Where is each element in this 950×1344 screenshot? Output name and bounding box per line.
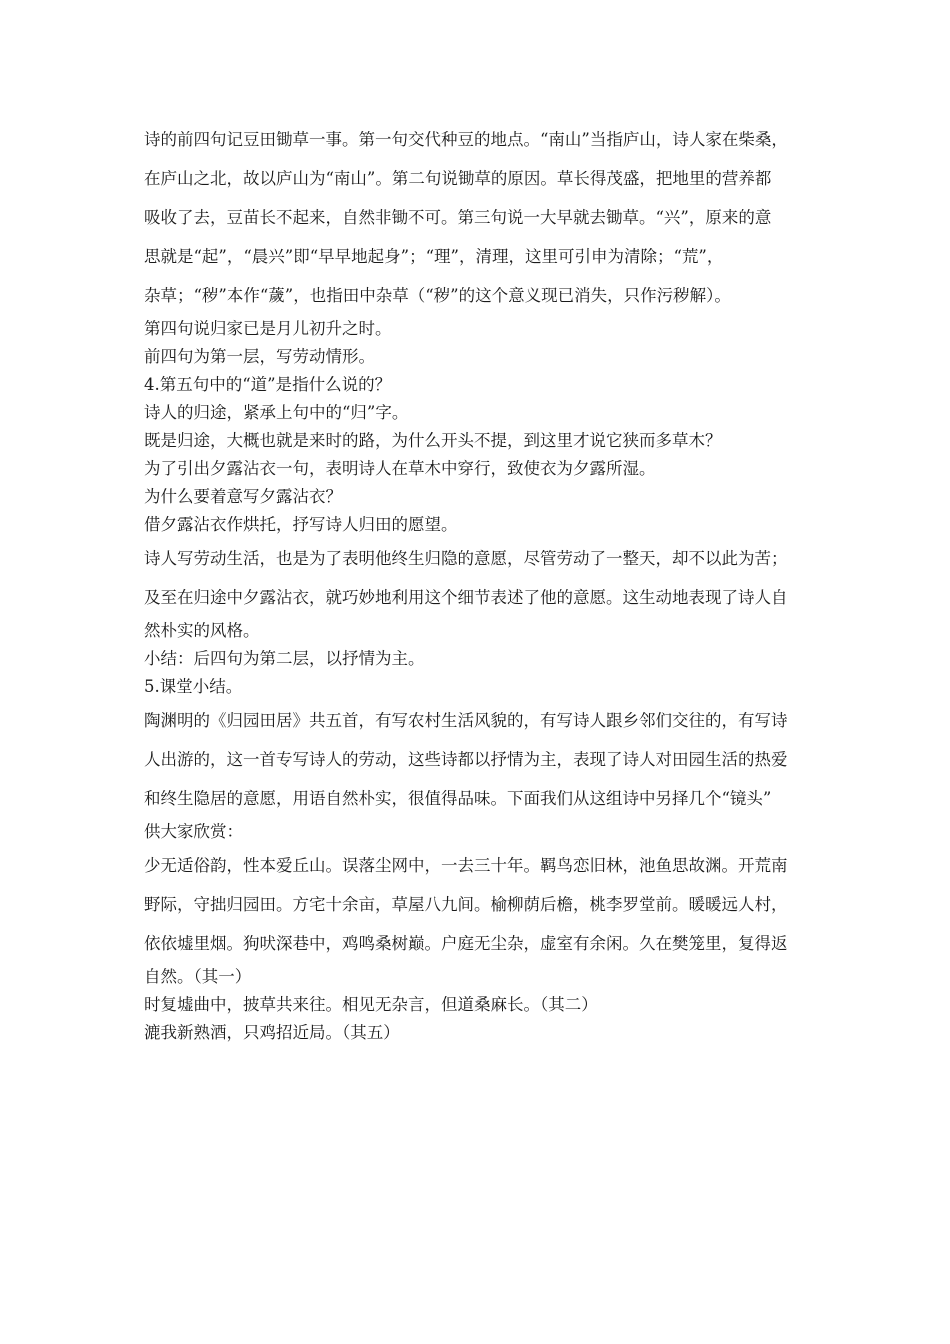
paragraph-line: 诗人的归途，紧承上句中的“归”字。 xyxy=(144,403,409,422)
paragraph-line: 思就是“起”，“晨兴”即“早早地起身”；“理”，清理，这里可引申为清除；“荒”， xyxy=(144,247,724,266)
paragraph-line: 既是归途，大概也就是来时的路，为什么开头不提，到这里才说它狭而多草木？ xyxy=(144,431,722,450)
paragraph-line: 及至在归途中夕露沾衣，就巧妙地利用这个细节表述了他的意愿。这生动地表现了诗人自 xyxy=(144,588,788,607)
paragraph-line: 第四句说归家已是月儿初升之时。 xyxy=(144,319,392,338)
paragraph-line: 人出游的，这一首专写诗人的劳动，这些诗都以抒情为主，表现了诗人对田园生活的热爱 xyxy=(144,750,788,769)
paragraph-line: 在庐山之北，故以庐山为“南山”。第二句说锄草的原因。草长得茂盛，把地里的营养都 xyxy=(144,169,772,188)
paragraph-line: 前四句为第一层，写劳动情形。 xyxy=(144,347,375,366)
poem-line: 依依墟里烟。狗吠深巷中，鸡鸣桑树巅。户庭无尘杂，虚室有余闲。久在樊笼里，复得返 xyxy=(144,934,788,953)
poem-line: 漉我新熟酒，只鸡招近局。（其五） xyxy=(144,1023,400,1042)
paragraph-line: 吸收了去，豆苗长不起来，自然非锄不可。第三句说一大早就去锄草。“兴”，原来的意 xyxy=(144,208,772,227)
question-heading: 4.第五句中的“道”是指什么说的？ xyxy=(144,375,392,394)
paragraph-line: 然朴实的风格。 xyxy=(144,621,260,640)
paragraph-line: 陶渊明的《归园田居》共五首，有写农村生活风貌的，有写诗人跟乡邻们交往的，有写诗 xyxy=(144,711,788,730)
poem-line: 野际，守拙归园田。方宅十余亩，草屋八九间。榆柳荫后檐，桃李罗堂前。暖暖远人村， xyxy=(144,895,788,914)
summary-line: 小结：后四句为第二层，以抒情为主。 xyxy=(144,649,425,668)
paragraph-line: 和终生隐居的意愿，用语自然朴实，很值得品味。下面我们从这组诗中另择几个“镜头” xyxy=(144,789,772,808)
paragraph-line: 为什么要着意写夕露沾衣？ xyxy=(144,487,342,506)
section-heading: 5.课堂小结。 xyxy=(144,677,243,696)
paragraph-line: 供大家欣赏： xyxy=(144,822,243,841)
paragraph-line: 杂草；“秽”本作“薉”，也指田中杂草（“秽”的这个意义现已消失，只作污秽解）。 xyxy=(144,286,731,305)
document-page xyxy=(144,120,814,1047)
paragraph-line: 诗的前四句记豆田锄草一事。第一句交代种豆的地点。“南山”当指庐山，诗人家在柴桑， xyxy=(144,130,788,149)
poem-line: 自然。（其一） xyxy=(144,967,252,986)
poem-line: 时复墟曲中，披草共来往。相见无杂言，但道桑麻长。（其二） xyxy=(144,995,598,1014)
paragraph-line: 诗人写劳动生活，也是为了表明他终生归隐的意愿，尽管劳动了一整天，却不以此为苦； xyxy=(144,549,788,568)
poem-line: 少无适俗韵，性本爱丘山。误落尘网中，一去三十年。羁鸟恋旧林，池鱼思故渊。开荒南 xyxy=(144,856,788,875)
paragraph-line: 为了引出夕露沾衣一句，表明诗人在草木中穿行，致使衣为夕露所湿。 xyxy=(144,459,656,478)
paragraph-line: 借夕露沾衣作烘托，抒写诗人归田的愿望。 xyxy=(144,515,458,534)
